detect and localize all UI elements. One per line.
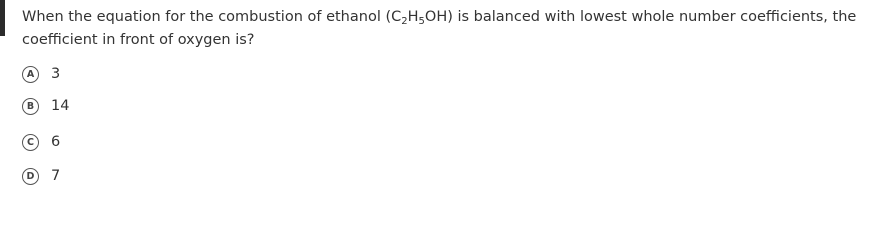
option-d-text: 7 xyxy=(51,168,61,184)
option-d[interactable] xyxy=(22,165,60,187)
option-c[interactable] xyxy=(22,131,60,153)
option-b[interactable] xyxy=(22,95,69,117)
question-text-part: OH) is balanced with lowest whole number coefficients, the coefficient in front of oxygen is? xyxy=(22,9,857,48)
question-text-part: When the equation for the combustion of ethanol (C xyxy=(22,9,402,25)
question-text-part: H xyxy=(407,9,419,25)
option-b-text: 14 xyxy=(51,98,70,114)
option-d-letter-badge: D xyxy=(22,168,39,185)
subscript-5: 5 xyxy=(418,16,425,27)
option-b-letter-badge: B xyxy=(22,98,39,115)
question-marker xyxy=(0,0,5,36)
option-c-text: 6 xyxy=(51,134,61,150)
option-a-text: 3 xyxy=(51,66,61,82)
option-c-letter-badge: C xyxy=(22,134,39,151)
option-a[interactable] xyxy=(22,63,60,85)
subscript-2: 2 xyxy=(401,16,408,27)
option-a-letter-badge: A xyxy=(22,66,39,83)
question-text xyxy=(22,6,882,52)
